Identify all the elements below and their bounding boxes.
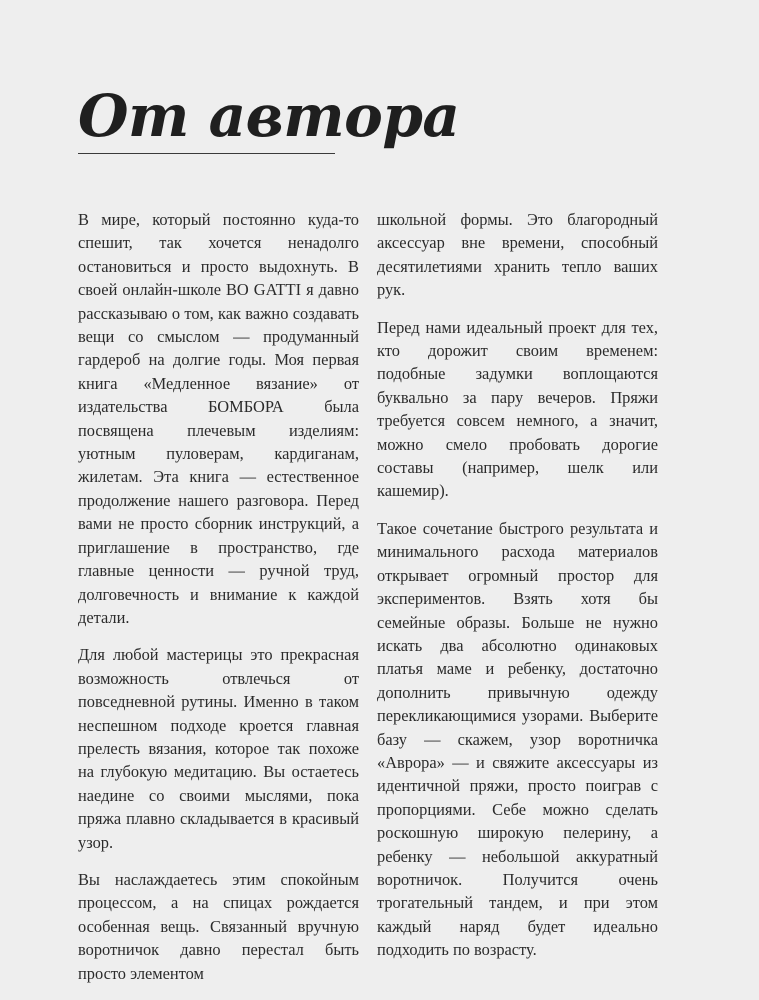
left-text-column	[78, 208, 359, 985]
paragraph: Вы наслаждаетесь этим спокойным процессом, а на спицах рождается особенная вещь. Связанный вручную воротничок давно перестал быть просто элементом	[78, 869, 359, 983]
paragraph: Такое сочетание быстрого результата и минимального расхода материалов открывает огромный простор для экспериментов. Взять хотя бы семейные образы. Больше не нужно искать два абсолютно одинаковых платья маме и ребенку, достаточно дополнить привычную одежду перекликающимися узорами. Выберите базу — скажем, узор воротничка «Аврора» — и свяжите аксессуары из идентичной пряжи, просто поиграв с пропорциями. Себе можно сделать роскошную широкую пелерину, а ребенку — небольшой аккуратный воротничок. Получится очень трогательный тандем, и при этом каждый наряд будет идеально подходить по возрасту.	[377, 518, 658, 960]
title-block	[78, 80, 460, 152]
title-underline	[78, 153, 335, 154]
right-text-column	[377, 208, 658, 962]
paragraph: Для любой мастерицы это прекрасная возможность отвлечься от повседневной рутины. Именно в таком неспешном подходе кроется главная прелесть вязания, которое так похоже на глубокую медитацию. Вы остаетесь наедине со своими мыслями, пока пряжа плавно складывается в красивый узор.	[78, 645, 359, 852]
paragraph: школьной формы. Это благородный аксессуар вне времени, способный десятилетиями хранить тепло ваших рук.	[377, 210, 658, 300]
paragraph: В мире, который постоянно куда-то спешит, так хочется ненадолго остановиться и просто выдохнуть. В своей онлайн-школе BO GATTI я давно рассказываю о том, как важно создавать вещи со смыслом — продуманный гардероб на долгие годы. Моя первая книга «Медленное вязание» от издательства БОМБОРА была посвящена плечевым изделиям: уютным пуловерам, кардиганам, жилетам. Эта книга — естественное продолжение нашего разговора. Перед вами не просто сборник инструкций, а приглашение в пространство, где главные ценности — ручной труд, долговечность и внимание к каждой детали.	[78, 210, 359, 627]
page-title: От автора	[78, 82, 460, 150]
paragraph: Перед нами идеальный проект для тех, кто дорожит своим временем: подобные задумки воплощаются буквально за пару вечеров. Пряжи требуется совсем немного, а значит, можно смело пробовать дорогие составы (например, шелк или кашемир).	[377, 317, 658, 501]
